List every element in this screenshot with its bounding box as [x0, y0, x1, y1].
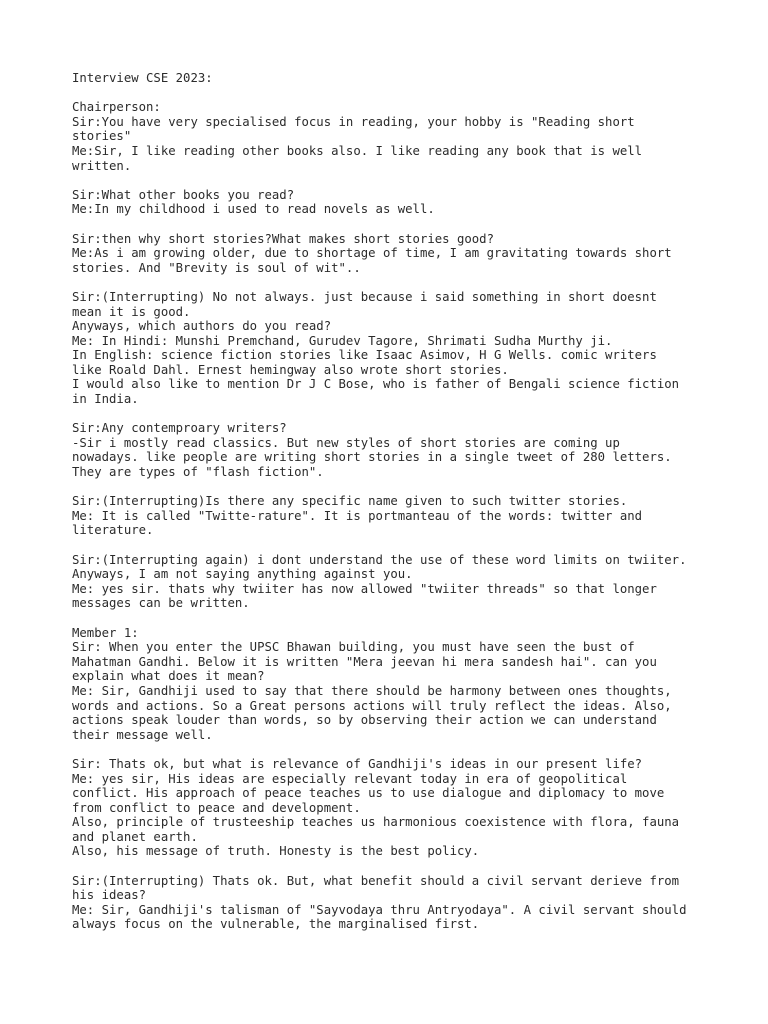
text-line: Me: yes sir, His ideas are especially relevant today in era of geopolitical — [72, 771, 628, 786]
text-line: stories" — [72, 129, 132, 144]
text-line: Sir:(Interrupting again) i dont understand the use of these word limits on twiiter. — [72, 552, 687, 567]
text-line: Sir:What other books you read? — [72, 187, 295, 202]
text-line: and planet earth. — [72, 829, 198, 844]
text-line: nowadays. like people are writing short stories in a single tweet of 280 letters. — [72, 450, 672, 465]
text-line: Interview CSE 2023: — [72, 71, 213, 85]
text-line: Sir:You have very specialised focus in reading, your hobby is "Reading short — [72, 114, 635, 129]
text-line: Me: Sir, Gandhiji's talisman of "Sayvodaya thru Antryodaya". A civil servant should — [72, 902, 687, 917]
document-page — [72, 71, 712, 932]
text-block — [72, 188, 712, 217]
text-line: -Sir i mostly read classics. But new styles of short stories are coming up — [72, 435, 620, 450]
text-line: Me:Sir, I like reading other books also. I like reading any book that is well — [72, 143, 643, 158]
text-line: I would also like to mention Dr J C Bose, who is father of Bengali science fiction — [72, 377, 680, 392]
text-line: actions speak louder than words, so by observing their action we can understand — [72, 713, 657, 728]
text-line: Mahatman Gandhi. Below it is written "Mera jeevan hi mera sandesh hai". can you — [72, 654, 657, 669]
text-line: Me:In my childhood i used to read novels as well. — [72, 202, 435, 217]
text-line: conflict. His approach of peace teaches us to use dialogue and diplomacy to move — [72, 786, 665, 801]
text-line: Sir: Thats ok, but what is relevance of Gandhiji's ideas in our present life? — [72, 756, 643, 771]
text-line: always focus on the vulnerable, the marginalised first. — [72, 917, 480, 932]
text-line: in India. — [72, 392, 139, 407]
text-line: Me: In Hindi: Munshi Premchand, Gurudev Tagore, Shrimati Sudha Murthy ji. — [72, 333, 613, 348]
text-block — [72, 757, 712, 859]
text-line: Sir:Any contemproary writers? — [72, 421, 287, 436]
text-line: Chairperson: — [72, 100, 161, 115]
text-line: Anyways, I am not saying anything against you. — [72, 567, 413, 582]
text-line: Anyways, which authors do you read? — [72, 319, 332, 334]
text-block-member-1 — [72, 626, 712, 743]
text-line: Me:As i am growing older, due to shortage of time, I am gravitating towards short — [72, 246, 672, 261]
text-block-chairperson — [72, 100, 712, 173]
text-block — [72, 553, 712, 611]
text-line: Sir:(Interrupting)Is there any specific name given to such twitter stories. — [72, 494, 628, 509]
text-line: Me: yes sir. thats why twiiter has now allowed "twiiter threads" so that longer — [72, 581, 657, 596]
text-line: Member 1: — [72, 625, 139, 640]
text-line: stories. And "Brevity is soul of wit".. — [72, 260, 361, 275]
text-block — [72, 494, 712, 538]
text-block — [72, 232, 712, 276]
text-line: Also, his message of truth. Honesty is the best policy. — [72, 844, 480, 859]
text-line: Sir:then why short stories?What makes short stories good? — [72, 231, 494, 246]
text-block-title — [72, 71, 712, 86]
text-line: their message well. — [72, 727, 213, 742]
text-line: messages can be written. — [72, 596, 250, 611]
text-line: mean it is good. — [72, 304, 191, 319]
text-block — [72, 290, 712, 407]
text-line: his ideas? — [72, 888, 147, 903]
text-line: Me: It is called "Twitte-rature". It is portmanteau of the words: twitter and — [72, 508, 643, 523]
text-line: explain what does it mean? — [72, 669, 265, 684]
text-block — [72, 421, 712, 479]
text-line: Me: Sir, Gandhiji used to say that there should be harmony between ones thoughts, — [72, 683, 672, 698]
text-line: like Roald Dahl. Ernest hemingway also wrote short stories. — [72, 362, 509, 377]
text-line: literature. — [72, 523, 154, 538]
text-line: In English: science fiction stories like Isaac Asimov, H G Wells. comic writers — [72, 348, 657, 363]
text-line: Sir:(Interrupting) No not always. just because i said something in short doesnt — [72, 289, 657, 304]
text-line: Sir:(Interrupting) Thats ok. But, what benefit should a civil servant derieve from — [72, 873, 680, 888]
text-line: Also, principle of trusteeship teaches us harmonious coexistence with flora, fauna — [72, 815, 680, 830]
text-line: written. — [72, 158, 132, 173]
text-line: words and actions. So a Great persons actions will truly reflect the ideas. Also, — [72, 698, 672, 713]
text-block — [72, 874, 712, 932]
text-line: Sir: When you enter the UPSC Bhawan building, you must have seen the bust of — [72, 640, 635, 655]
text-line: from conflict to peace and development. — [72, 800, 361, 815]
text-line: They are types of "flash fiction". — [72, 465, 324, 480]
